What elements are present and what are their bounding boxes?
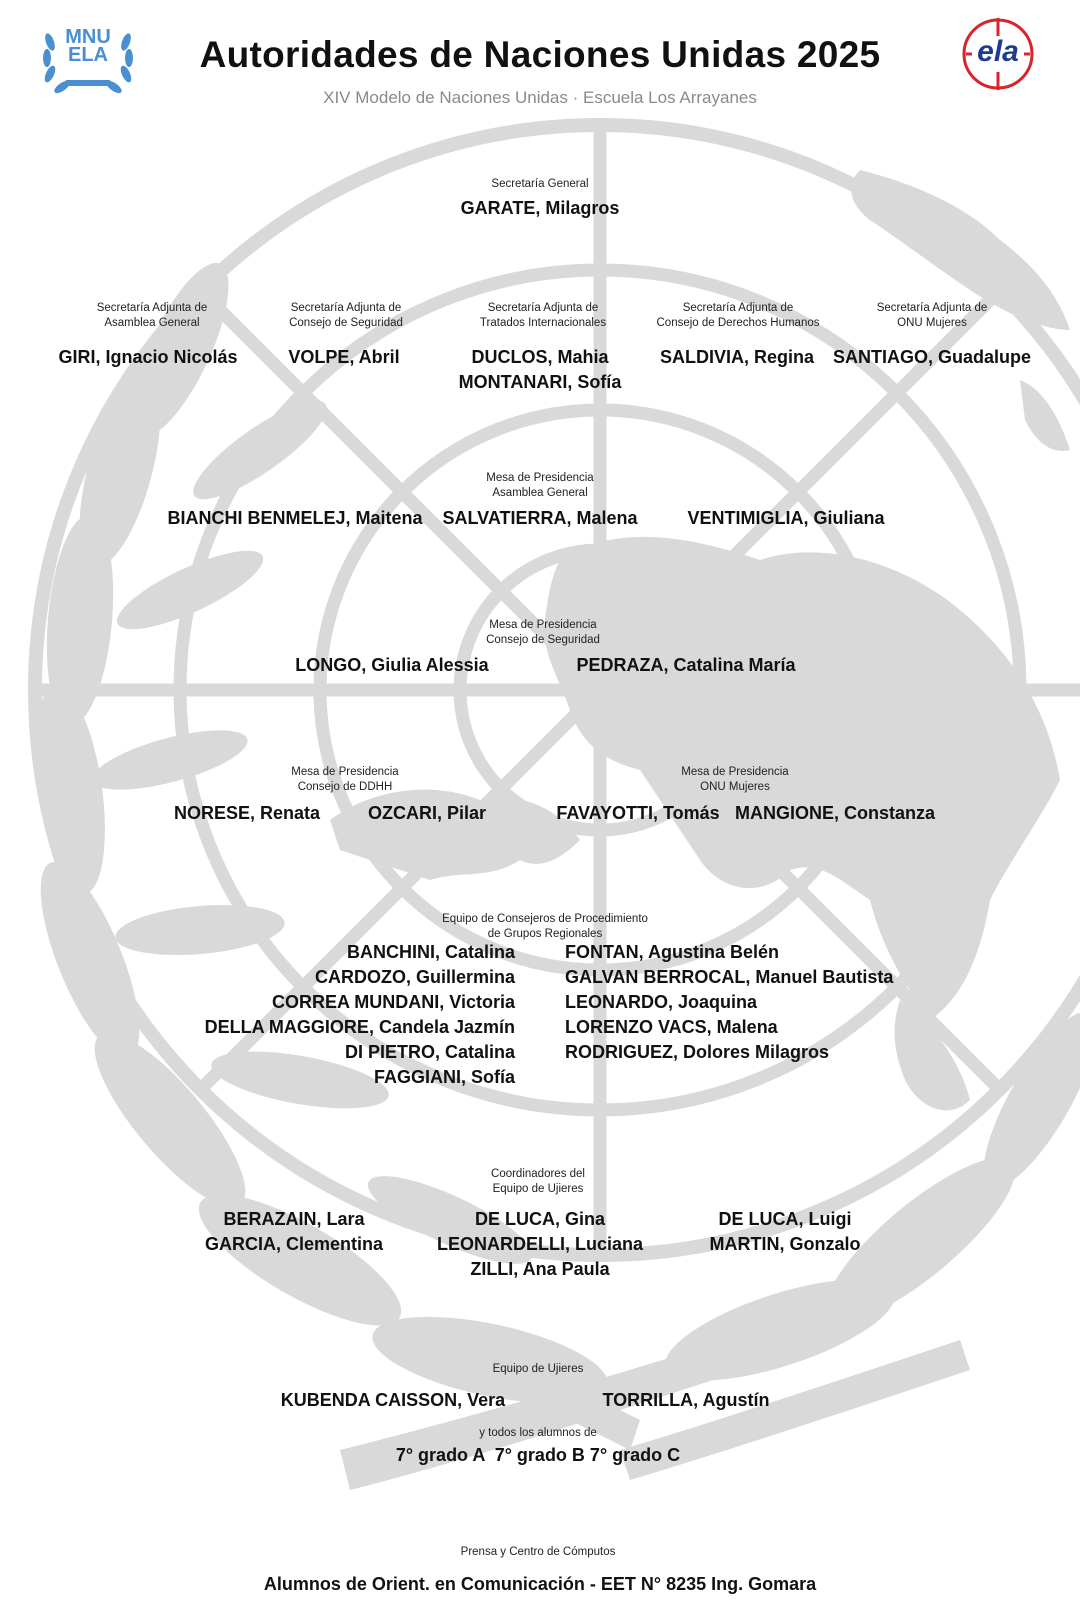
coordinadores-right	[710, 1207, 861, 1257]
mesa-cs-label	[486, 618, 600, 648]
mesa-ag-name: VENTIMIGLIA, Giuliana	[687, 508, 885, 528]
ujieres-label: Equipo de Ujieres	[492, 1363, 584, 1375]
mesa-cs-name: LONGO, Giulia Alessia	[295, 655, 489, 675]
page-title: Autoridades de Naciones Unidas 2025	[199, 34, 881, 75]
adjunta-ti-label	[480, 301, 606, 331]
label-line: Equipo de Consejeros de Procedimiento	[442, 913, 648, 925]
mesa-ddhh-label	[291, 765, 398, 795]
mesa-ag-name: BIANCHI BENMELEJ, Maitena	[167, 508, 423, 528]
name: MARTIN, Gonzalo	[709, 1234, 861, 1254]
consejeros-left-list	[205, 940, 515, 1090]
label-line: Consejo de DDHH	[297, 781, 393, 793]
label-line: Secretaría Adjunta de	[876, 302, 988, 314]
consejeros-right-list	[565, 940, 893, 1065]
coordinadores-left	[205, 1207, 383, 1257]
mesa-ddhh-name: NORESE, Renata	[173, 803, 321, 823]
logo-right-text: ela	[977, 35, 1019, 68]
mesa-ag-label	[486, 471, 593, 501]
adjunta-cs-label	[289, 301, 403, 331]
name: DE LUCA, Luigi	[718, 1209, 852, 1229]
page-subtitle: XIV Modelo de Naciones Unidas · Escuela Los Arrayanes	[323, 88, 757, 107]
label-line: ONU Mujeres	[700, 781, 770, 793]
secretaria-general-label: Secretaría General	[491, 178, 589, 190]
list-item: FAGGIANI, Sofía	[373, 1067, 515, 1087]
adjunta-ti-names	[459, 345, 622, 395]
label-line: Tratados Internacionales	[479, 317, 607, 329]
adjunta-ddhh-label	[656, 301, 819, 331]
label-line: Mesa de Presidencia	[291, 766, 399, 778]
label-line: Asamblea General	[492, 487, 588, 499]
mesa-cs-name: PEDRAZA, Catalina María	[576, 655, 796, 675]
label-line: Coordinadores del	[491, 1168, 585, 1180]
list-item: CORREA MUNDANI, Victoria	[271, 992, 515, 1012]
mesa-ddhh-name: OZCARI, Pilar	[367, 803, 487, 823]
label-line: Equipo de Ujieres	[492, 1183, 584, 1195]
name: LEONARDELLI, Luciana	[436, 1234, 644, 1254]
footer-label: Prensa y Centro de Cómputos	[460, 1546, 616, 1558]
name: DUCLOS, Mahia	[471, 347, 609, 367]
list-item: DELLA MAGGIORE, Candela Jazmín	[204, 1017, 515, 1037]
list-item: LEONARDO, Joaquina	[565, 992, 758, 1012]
label-line: Secretaría Adjunta de	[487, 302, 599, 314]
label-line: Secretaría Adjunta de	[96, 302, 208, 314]
footer-text: Alumnos de Orient. en Comunicación - EET N° 8235 Ing. Gomara	[263, 1574, 817, 1594]
coordinadores-center	[437, 1207, 643, 1282]
label-line: Consejo de Seguridad	[289, 317, 403, 329]
label-line: Asamblea General	[104, 317, 200, 329]
ujieres-name: KUBENDA CAISSON, Vera	[280, 1390, 506, 1410]
adjunta-ag-label	[97, 301, 208, 331]
adjunta-cs-name: VOLPE, Abril	[288, 347, 400, 367]
list-item: GALVAN BERROCAL, Manuel Bautista	[565, 967, 894, 987]
label-line: Consejo de Derechos Humanos	[656, 317, 820, 329]
list-item: FONTAN, Agustina Belén	[565, 942, 780, 962]
mesa-onu-label	[681, 765, 788, 795]
logo-text-line2: ELA	[68, 44, 108, 66]
logo-text-line1: MNU	[65, 26, 111, 48]
adjunta-onu-label	[877, 301, 988, 331]
label-line: de Grupos Regionales	[487, 928, 603, 940]
mesa-onu-name: MANGIONE, Constanza	[734, 803, 936, 823]
adjunta-ag-name: GIRI, Ignacio Nicolás	[58, 347, 238, 367]
adjunta-onu-name: SANTIAGO, Guadalupe	[832, 347, 1032, 367]
list-item: DI PIETRO, Catalina	[344, 1042, 515, 1062]
secretaria-general-name: GARATE, Milagros	[460, 198, 620, 218]
list-item: CARDOZO, Guillermina	[314, 967, 515, 987]
consejeros-label	[442, 912, 648, 942]
label-line: Mesa de Presidencia	[681, 766, 789, 778]
label-line: ONU Mujeres	[897, 317, 967, 329]
ujieres-name: TORRILLA, Agustín	[602, 1390, 770, 1410]
coordinadores-label	[491, 1167, 585, 1197]
name: MONTANARI, Sofía	[458, 372, 622, 392]
mesa-ag-name: SALVATIERRA, Malena	[442, 508, 638, 528]
grados-text: 7° grado A 7° grado B 7° grado C	[395, 1445, 681, 1465]
list-item: LORENZO VACS, Malena	[565, 1017, 778, 1037]
list-item: BANCHINI, Catalina	[346, 942, 515, 962]
name: ZILLI, Ana Paula	[470, 1259, 610, 1279]
alumnos-label: y todos los alumnos de	[479, 1427, 597, 1439]
label-line: Secretaría Adjunta de	[290, 302, 402, 314]
list-item: RODRIGUEZ, Dolores Milagros	[565, 1042, 830, 1062]
mesa-onu-name: FAVAYOTTI, Tomás	[556, 803, 720, 823]
label-line: Consejo de Seguridad	[486, 634, 600, 646]
adjunta-ddhh-name: SALDIVIA, Regina	[659, 347, 815, 367]
name: DE LUCA, Gina	[474, 1209, 606, 1229]
name: GARCIA, Clementina	[204, 1234, 384, 1254]
label-line: Mesa de Presidencia	[486, 472, 594, 484]
label-line: Secretaría Adjunta de	[682, 302, 794, 314]
label-line: Mesa de Presidencia	[489, 619, 597, 631]
name: BERAZAIN, Lara	[223, 1209, 365, 1229]
